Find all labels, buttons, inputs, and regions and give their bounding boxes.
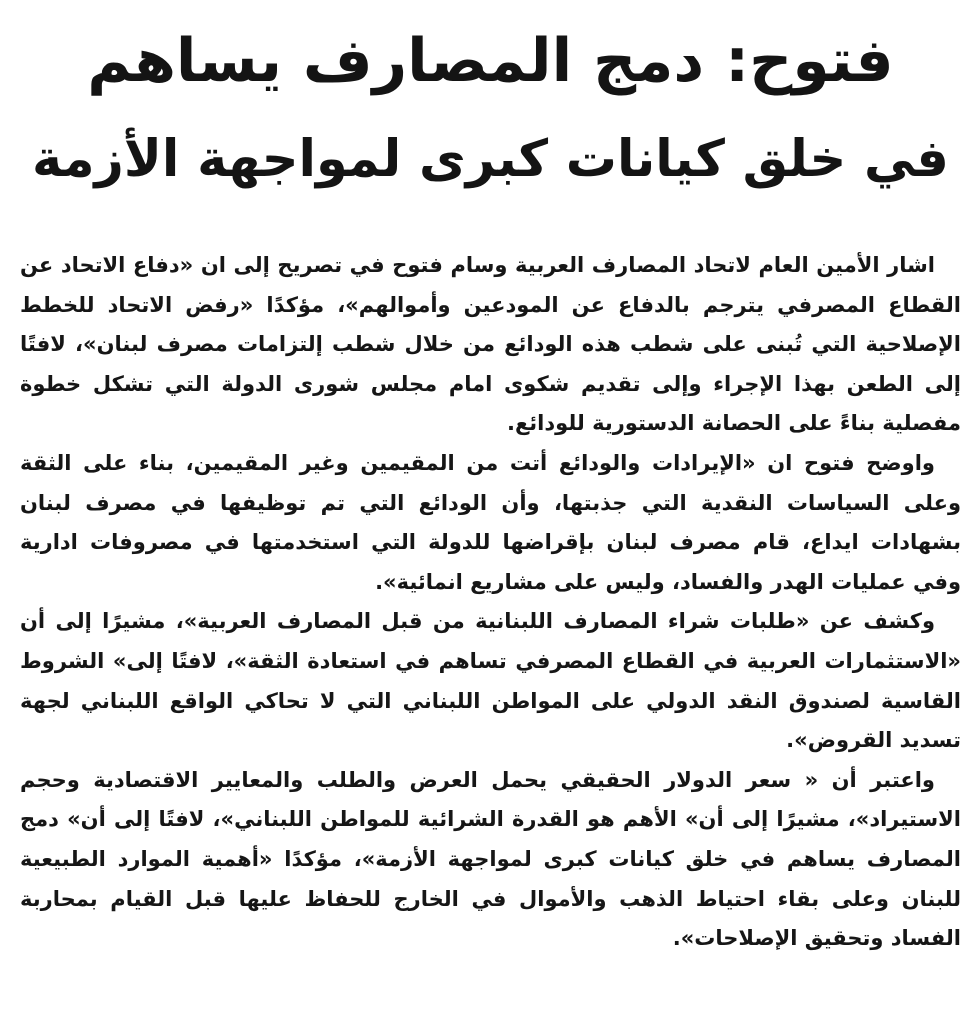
article-body — [20, 246, 961, 959]
article-headline — [20, 22, 961, 202]
article-paragraph: واوضح فتوح ان «الإيرادات والودائع أتت من المقيمين وغير المقيمين، بناء على الثقة وعلى السياسات النقدية التي جذبتها، وأن الودائع التي تم توظيفها في مصرف لبنان بشهادات ايداع، قام مصرف لبنان بإقراضها للدولة التي استخدمتها في مصروفات ادارية وفي عمليات الهدر والفساد، وليس على مشاريع انمائية». — [20, 450, 961, 594]
headline-line-2: في خلق كيانات كبرى لمواجهة الأزمة — [32, 130, 949, 189]
article-paragraph: اشار الأمين العام لاتحاد المصارف العربية وسام فتوح في تصريح إلى ان «دفاع الاتحاد عن القطاع المصرفي يترجم بالدفاع عن المودعين وأموالهم»، مؤكدًا «رفض الاتحاد للخطط الإصلاحية التي تُبنى على شطب هذه الودائع من خلال شطب إلتزامات مصرف لبنان»، لافتًا إلى الطعن بهذا الإجراء وإلى تقديم شكوى امام مجلس شورى الدولة التي تشكل خطوة مفصلية بناءً على الحصانة الدستورية للودائع. — [20, 253, 961, 436]
article-paragraph: واعتبر أن « سعر الدولار الحقيقي يحمل العرض والطلب والمعايير الاقتصادية وحجم الاستيراد»، مشيرًا إلى أن» الأهم هو القدرة الشرائية للمواطن اللبناني»، لافتًا إلى أن» دمج المصارف يساهم في خلق كيانات كبرى لمواجهة الأزمة»، مؤكدًا «أهمية الموارد الطبيعية للبنان وعلى بقاء احتياط الذهب والأموال في الخارج للحفاظ عليها قبل القيام بمحاربة الفساد وتحقيق الإصلاحات». — [20, 767, 961, 951]
headline-line-1: فتوح: دمج المصارف يساهم — [87, 26, 894, 96]
article-paragraph: وكشف عن «طلبات شراء المصارف اللبنانية من قبل المصارف العربية»، مشيرًا إلى أن «الاستثمارات العربية في القطاع المصرفي تساهم في استعادة الثقة»، لافتًا إلى» الشروط القاسية لصندوق النقد الدولي على المواطن اللبناني التي لا تحاكي الواقع اللبناني لجهة تسديد القروض». — [20, 609, 961, 753]
